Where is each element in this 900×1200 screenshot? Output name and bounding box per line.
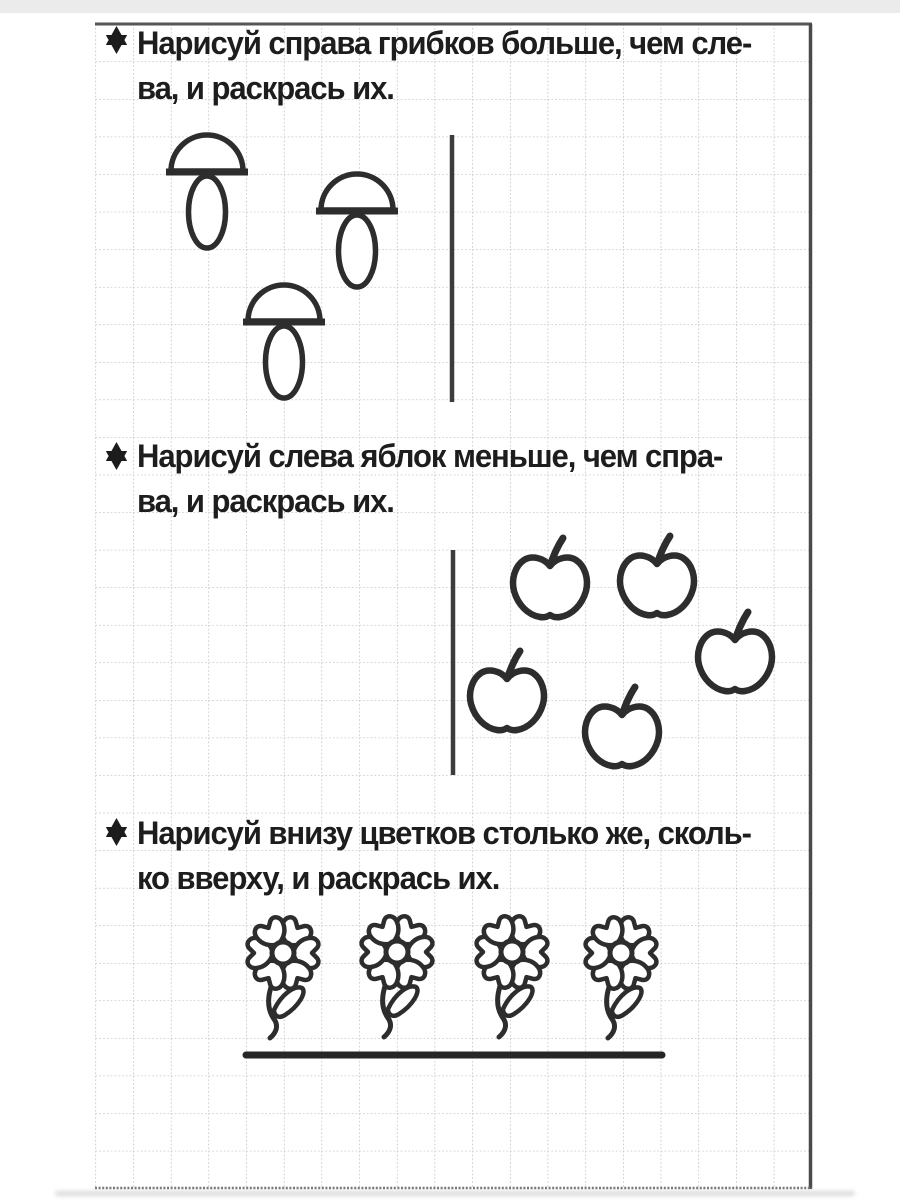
task-3-line-2: ко вверху, и раскрась их. [137,860,500,896]
task-2-text [137,434,722,524]
task-2-line-1: Нарисуй слева яблок меньше, чем спра- [137,438,723,474]
task-1-text [137,21,751,111]
task-3-line-1: Нарисуй внизу цветков столько же, сколь- [137,815,751,851]
six-pointed-star-icon [104,818,129,846]
task-3-text [137,811,751,901]
task-1-line-1: Нарисуй справа грибков больше, чем сле- [137,25,752,61]
six-pointed-star-icon [104,26,129,54]
task-1-line-2: ва, и раскрась их. [137,70,394,106]
task-2-line-2: ва, и раскрась их. [137,483,394,519]
scan-bottom-smudge [55,1191,855,1196]
six-pointed-star-icon [104,442,129,470]
